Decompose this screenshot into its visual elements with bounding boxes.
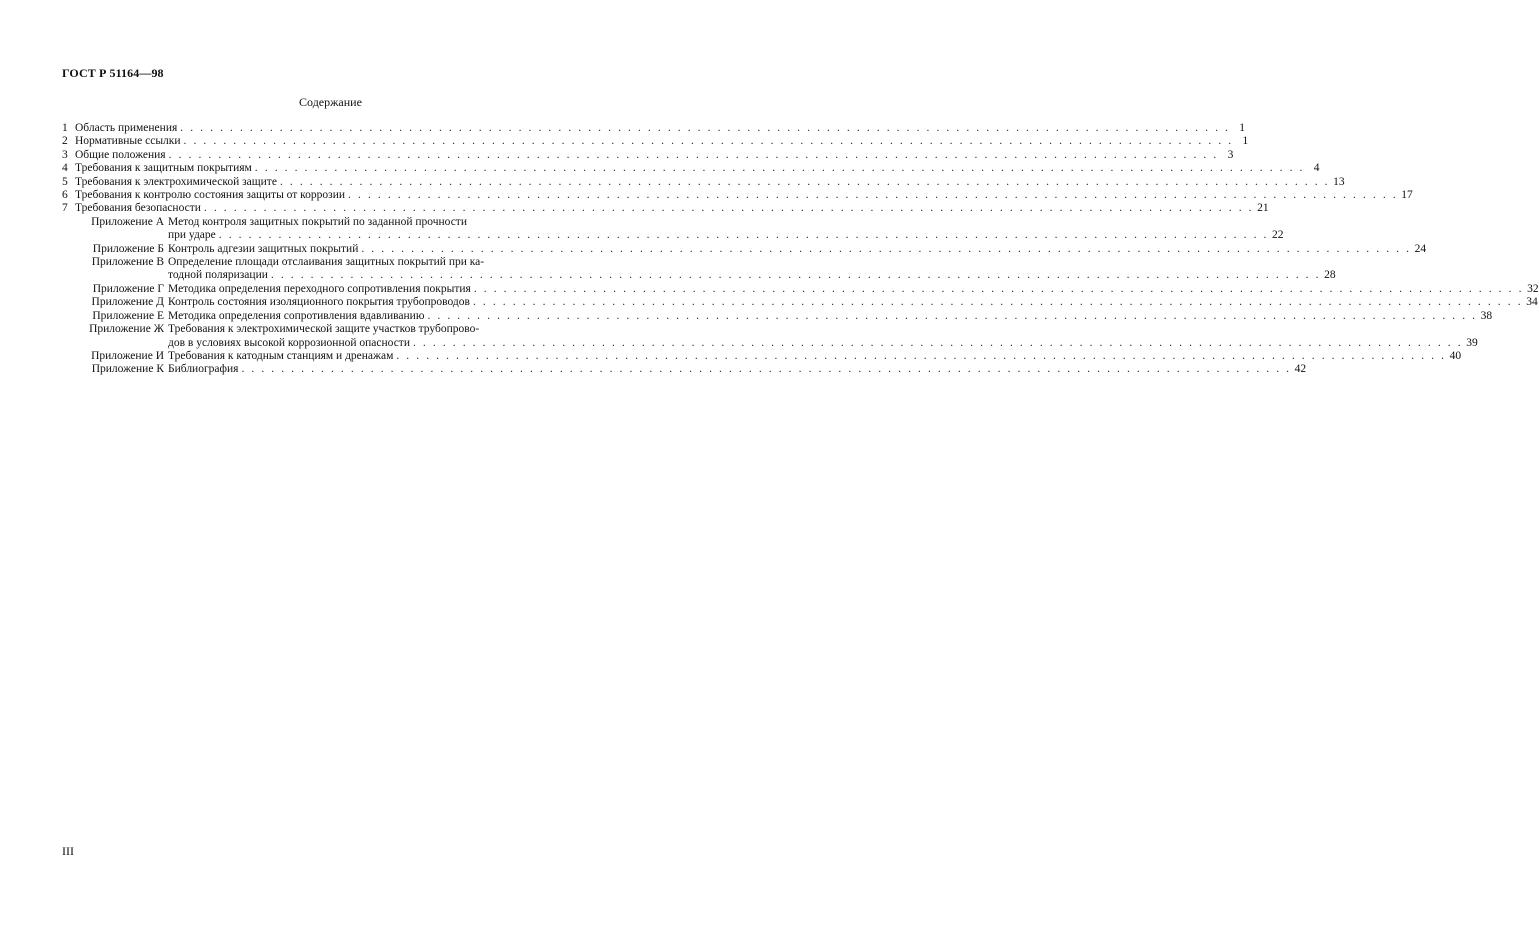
toc-appendix-title: Методика определения переходного сопротивления покрытия bbox=[168, 282, 471, 295]
toc-entry-number: 3 bbox=[62, 148, 68, 161]
toc-appendix-page: 42 bbox=[1294, 363, 1307, 376]
leader-dots bbox=[280, 176, 1330, 189]
toc-appendix-body bbox=[168, 350, 1461, 363]
toc-appendix-body bbox=[168, 216, 1284, 243]
toc-appendix-body bbox=[168, 243, 1426, 256]
toc-appendix-label: Приложение А bbox=[91, 215, 164, 228]
toc-entry[interactable] bbox=[62, 122, 1245, 135]
toc-appendix-entry[interactable] bbox=[62, 282, 1539, 296]
document-header: ГОСТ Р 51164—98 bbox=[62, 66, 164, 80]
toc-appendix-entry[interactable] bbox=[62, 256, 1336, 283]
leader-dots bbox=[184, 135, 1234, 148]
toc-entry-title: Нормативные ссылки bbox=[75, 135, 181, 148]
leader-dots bbox=[255, 162, 1305, 175]
leader-dots bbox=[271, 269, 1321, 282]
toc-appendix-title: Метод контроля защитных покрытий по заданной прочности bbox=[168, 215, 467, 228]
toc-entry-number: 6 bbox=[62, 189, 68, 202]
toc-entry-page: 1 bbox=[1242, 135, 1249, 148]
toc-appendix-entry[interactable] bbox=[62, 242, 1427, 256]
toc-appendix-page: 28 bbox=[1324, 269, 1336, 282]
toc-entry[interactable] bbox=[62, 202, 1269, 215]
toc-appendix-page: 34 bbox=[1526, 296, 1538, 309]
toc-entry-number: 5 bbox=[62, 175, 68, 188]
toc-appendix-page: 38 bbox=[1480, 309, 1493, 322]
page-number: III bbox=[62, 844, 74, 858]
leader-dots bbox=[396, 350, 1446, 363]
toc-entry[interactable] bbox=[62, 189, 1413, 202]
toc-entry[interactable] bbox=[62, 148, 1234, 162]
toc-appendix-title-cont: дов в условиях высокой коррозионной опасности bbox=[168, 336, 410, 349]
table-of-contents bbox=[62, 122, 1539, 377]
toc-appendix-title: Библиография bbox=[168, 363, 239, 376]
toc-entry-number: 4 bbox=[62, 162, 68, 175]
toc-appendix-body bbox=[168, 310, 1492, 323]
toc-appendix-entry[interactable] bbox=[62, 323, 1478, 350]
toc-appendix-label: Приложение К bbox=[91, 363, 164, 376]
toc-title: Содержание bbox=[299, 95, 362, 109]
leader-dots bbox=[169, 149, 1219, 162]
toc-entry-number: 2 bbox=[62, 135, 68, 148]
toc-entry-number: 7 bbox=[62, 202, 68, 215]
toc-appendix-page: 32 bbox=[1527, 282, 1539, 295]
toc-appendix-title: Методика определения сопротивления вдавливанию bbox=[168, 309, 425, 322]
leader-dots bbox=[219, 229, 1269, 242]
toc-appendix-body bbox=[168, 283, 1539, 296]
toc-entry-title: Общие положения bbox=[75, 148, 166, 161]
toc-entry-page: 21 bbox=[1257, 202, 1269, 215]
toc-entry-title: Требования к электрохимической защите bbox=[75, 175, 277, 188]
toc-entry-title: Требования к контролю состояния защиты от коррозии bbox=[75, 189, 346, 202]
toc-entry-title: Требования безопасности bbox=[75, 202, 201, 215]
toc-appendix-title: Контроль состояния изоляционного покрытия трубопроводов bbox=[168, 296, 470, 309]
leader-dots bbox=[180, 122, 1230, 135]
toc-appendices bbox=[62, 215, 1539, 377]
toc-appendix-label: Приложение И bbox=[91, 349, 164, 362]
toc-entry-page: 13 bbox=[1333, 175, 1345, 188]
toc-entry-page: 1 bbox=[1239, 122, 1245, 134]
leader-dots bbox=[361, 243, 1411, 256]
leader-dots bbox=[427, 310, 1477, 323]
leader-dots bbox=[241, 363, 1291, 376]
toc-entry-page: 4 bbox=[1313, 162, 1320, 175]
leader-dots bbox=[204, 202, 1254, 215]
toc-entry-page: 17 bbox=[1401, 189, 1413, 202]
toc-appendix-body bbox=[168, 363, 1306, 376]
toc-appendix-label: Приложение Д bbox=[91, 296, 164, 309]
toc-appendix-title-cont: тодной поляризации bbox=[168, 269, 268, 282]
toc-appendix-label: Приложение В bbox=[91, 256, 164, 269]
toc-entry[interactable] bbox=[62, 162, 1320, 175]
toc-appendix-title: Требования к катодным станциям и дренажам bbox=[168, 349, 394, 362]
leader-dots bbox=[348, 189, 1398, 202]
toc-appendix-title: Контроль адгезии защитных покрытий bbox=[168, 242, 359, 255]
toc-appendix-page: 22 bbox=[1272, 229, 1284, 242]
toc-entry-title: Область применения bbox=[75, 122, 178, 134]
toc-appendix-entry[interactable] bbox=[62, 309, 1493, 323]
toc-appendix-label: Приложение Б bbox=[92, 242, 164, 255]
leader-dots bbox=[473, 296, 1523, 309]
leader-dots bbox=[413, 337, 1463, 350]
toc-appendix-page: 40 bbox=[1449, 349, 1462, 362]
toc-appendix-entry[interactable] bbox=[62, 296, 1538, 309]
toc-entry-title: Требования к защитным покрытиям bbox=[75, 162, 252, 175]
toc-appendix-page: 24 bbox=[1414, 242, 1427, 255]
toc-appendix-label: Приложение Е bbox=[92, 309, 164, 322]
leader-dots bbox=[474, 283, 1524, 296]
toc-entry-number: 1 bbox=[62, 122, 68, 134]
toc-appendix-page: 39 bbox=[1466, 336, 1478, 349]
toc-appendix-body bbox=[168, 323, 1478, 350]
toc-appendix-entry[interactable] bbox=[62, 363, 1307, 376]
toc-sections bbox=[62, 122, 1413, 216]
toc-appendix-body bbox=[168, 296, 1538, 309]
toc-appendix-entry[interactable] bbox=[62, 215, 1284, 243]
toc-appendix-body bbox=[168, 256, 1336, 283]
toc-appendix-label: Приложение Ж bbox=[89, 323, 164, 336]
toc-appendix-title-cont: при ударе bbox=[168, 229, 216, 242]
toc-appendix-label: Приложение Г bbox=[92, 282, 164, 295]
toc-entry[interactable] bbox=[62, 135, 1249, 148]
toc-entry-page: 3 bbox=[1227, 148, 1234, 161]
toc-entry[interactable] bbox=[62, 175, 1345, 189]
toc-appendix-title: Требования к электрохимической защите участков трубопрово- bbox=[168, 323, 480, 336]
toc-appendix-title: Определение площади отслаивания защитных покрытий при ка- bbox=[168, 256, 485, 269]
toc-appendix-entry[interactable] bbox=[62, 349, 1462, 363]
